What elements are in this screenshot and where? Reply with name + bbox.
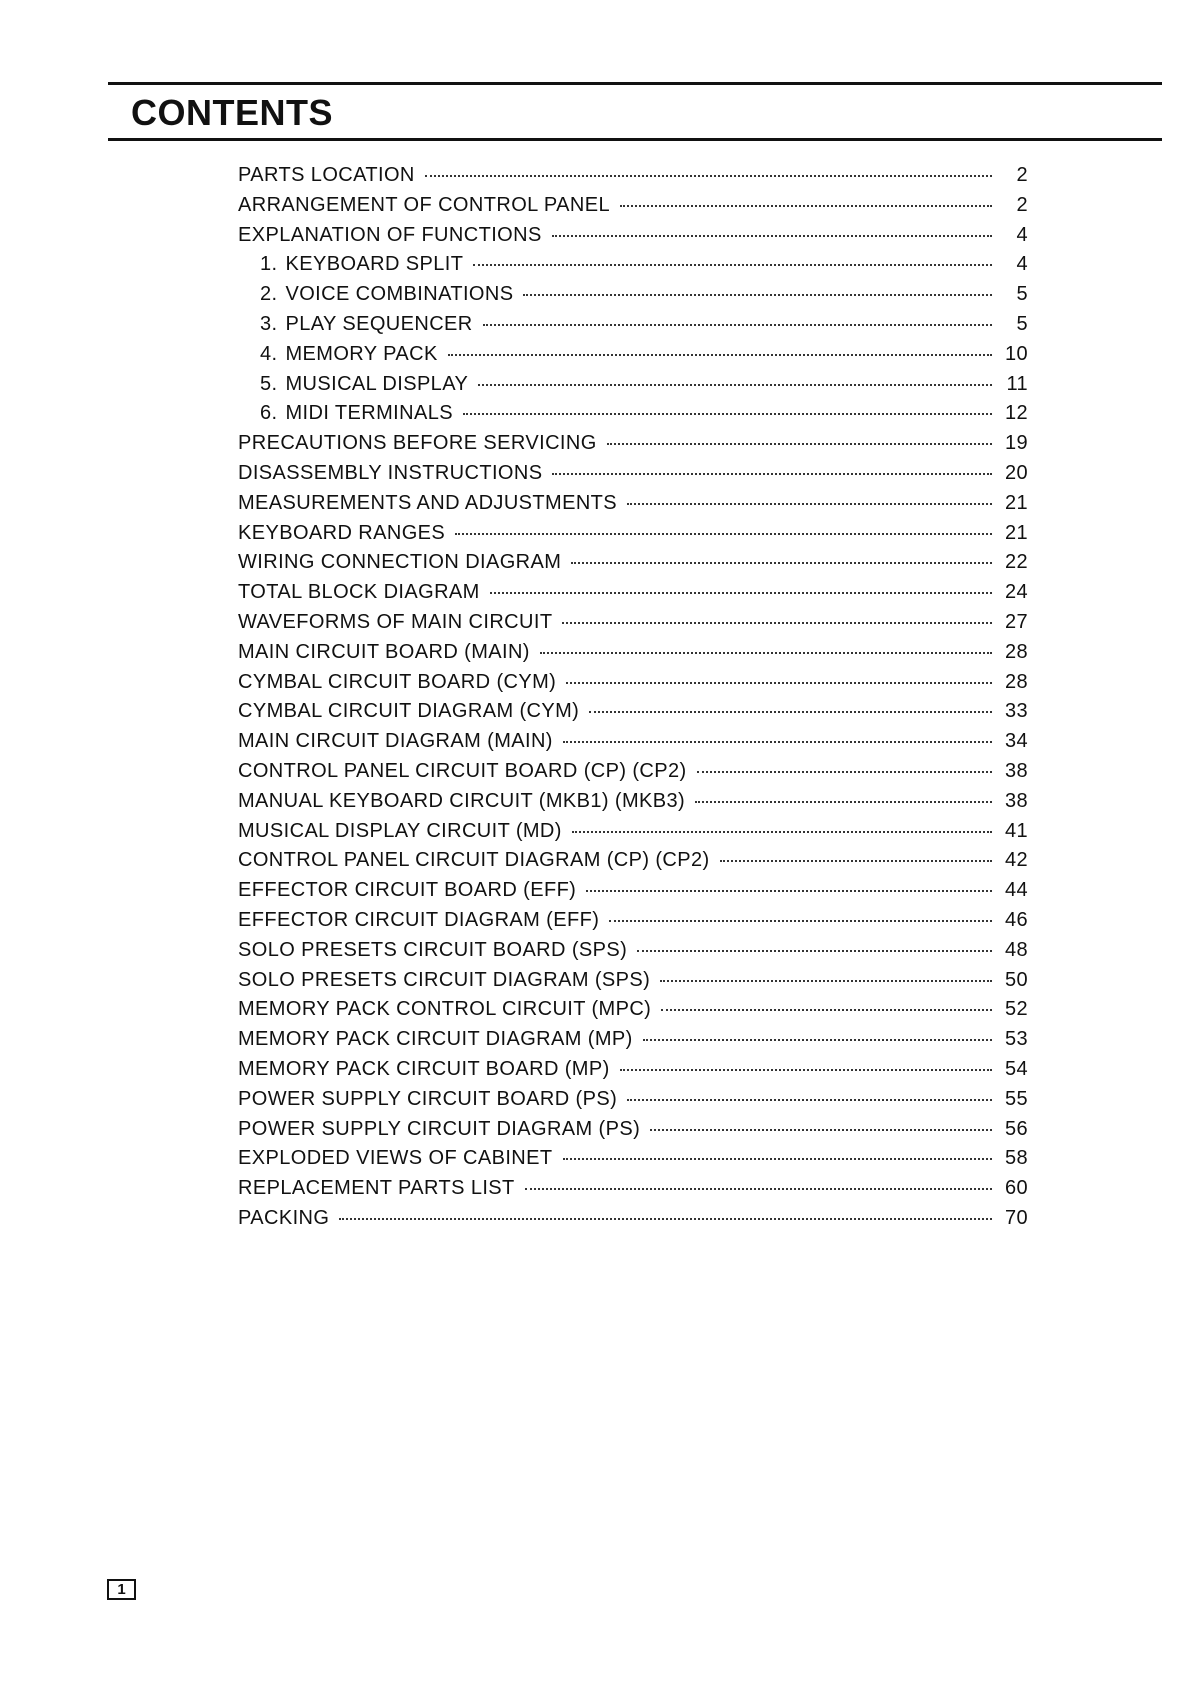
toc-entry-page: 2 [1016,193,1028,216]
toc-entry-label: EXPLANATION OF FUNCTIONS [238,223,542,246]
toc-entry-label: PRECAUTIONS BEFORE SERVICING [238,432,597,455]
dot-leader [627,503,992,505]
toc-entry-label: PLAY SEQUENCER [285,312,473,335]
toc-entry-label: DISASSEMBLY INSTRUCTIONS [238,461,543,484]
toc-entry [238,820,1028,850]
toc-entry-page: 41 [1004,819,1028,842]
toc-entry-number: 2. [260,283,278,306]
toc-entry [238,1177,1028,1207]
toc-entry-page: 42 [1004,849,1028,872]
toc-entry-page: 21 [1004,521,1028,544]
toc-entry-page: 24 [1004,581,1028,604]
toc-entry-number: 3. [260,312,278,335]
toc-entry-page: 10 [1004,342,1028,365]
toc-entry-page: 52 [1004,998,1028,1021]
toc-entry-number: 6. [260,402,278,425]
toc-entry [238,700,1028,730]
dot-leader [562,622,992,624]
toc-entry-page: 28 [1004,640,1028,663]
table-of-contents [238,164,1028,1237]
toc-entry-page: 22 [1004,551,1028,574]
toc-entry-label: SOLO PRESETS CIRCUIT BOARD (SPS) [238,938,628,961]
dot-leader [425,175,992,177]
toc-entry-page: 33 [1004,700,1028,723]
dot-leader [643,1039,992,1041]
dot-leader [627,1099,992,1101]
dot-leader [463,413,992,415]
toc-entry [238,641,1028,671]
toc-entry-page: 70 [1004,1206,1028,1229]
toc-entry-label: EFFECTOR CIRCUIT BOARD (EFF) [238,879,577,902]
dot-leader [552,235,992,237]
title-underline-rule [108,138,1162,141]
toc-entry-label: TOTAL BLOCK DIAGRAM [238,581,480,604]
dot-leader [552,473,992,475]
toc-entry [238,432,1028,462]
toc-entry-label: REPLACEMENT PARTS LIST [238,1177,515,1200]
dot-leader [523,294,992,296]
toc-entry-page: 44 [1004,879,1028,902]
toc-entry-page: 2 [1016,164,1028,186]
toc-entry-label: CONTROL PANEL CIRCUIT BOARD (CP) (CP2) [238,759,687,782]
toc-entry [238,1118,1028,1148]
toc-entry-label: KEYBOARD SPLIT [285,253,464,276]
toc-entry-label: VOICE COMBINATIONS [285,283,514,306]
toc-entry [238,1028,1028,1058]
toc-entry [238,611,1028,641]
toc-entry-label: PACKING [238,1206,330,1229]
dot-leader [572,831,992,833]
toc-entry [238,849,1028,879]
toc-entry-page: 34 [1004,730,1028,753]
toc-entry-page: 12 [1004,402,1028,425]
toc-entry-page: 60 [1004,1177,1028,1200]
toc-entry-label: MEMORY PACK CONTROL CIRCUIT (MPC) [238,998,652,1021]
toc-entry-label: MUSICAL DISPLAY CIRCUIT (MD) [238,819,562,842]
toc-entry-label: MANUAL KEYBOARD CIRCUIT (MKB1) (MKB3) [238,789,686,812]
toc-entry [238,1207,1028,1237]
dot-leader [660,980,992,982]
toc-entry [238,373,1028,403]
toc-entry [238,1058,1028,1088]
dot-leader [483,324,992,326]
toc-entry-label: POWER SUPPLY CIRCUIT DIAGRAM (PS) [238,1117,641,1140]
dot-leader [563,1158,992,1160]
toc-entry-number: 4. [260,342,278,365]
toc-entry-label: POWER SUPPLY CIRCUIT BOARD (PS) [238,1087,618,1110]
dot-leader [490,592,992,594]
toc-entry-label: WIRING CONNECTION DIAGRAM [238,551,562,574]
dot-leader [525,1188,992,1190]
toc-entry-page: 4 [1016,223,1028,246]
toc-entry [238,581,1028,611]
toc-entry-number: 5. [260,372,278,395]
dot-leader [650,1129,992,1131]
toc-entry [238,969,1028,999]
toc-entry-page: 11 [1006,372,1028,395]
toc-entry [238,462,1028,492]
toc-entry-page: 58 [1004,1147,1028,1170]
toc-entry-label: CONTROL PANEL CIRCUIT DIAGRAM (CP) (CP2) [238,849,710,872]
dot-leader [661,1009,992,1011]
toc-entry-label: SOLO PRESETS CIRCUIT DIAGRAM (SPS) [238,968,651,991]
toc-entry-page: 38 [1004,759,1028,782]
toc-entry [238,671,1028,701]
toc-entry [238,1147,1028,1177]
dot-leader [473,264,992,266]
dot-leader [586,890,992,892]
toc-entry [238,879,1028,909]
toc-entry [238,909,1028,939]
dot-leader [637,950,992,952]
dot-leader [695,801,992,803]
top-rule [108,82,1162,85]
toc-entry-label: MEMORY PACK CIRCUIT DIAGRAM (MP) [238,1028,633,1051]
toc-entry-label: MUSICAL DISPLAY [285,372,469,395]
toc-entry [238,1088,1028,1118]
toc-entry-page: 56 [1004,1117,1028,1140]
dot-leader [571,562,992,564]
toc-entry-label: MAIN CIRCUIT BOARD (MAIN) [238,640,530,663]
toc-entry-label: MEMORY PACK CIRCUIT BOARD (MP) [238,1057,610,1080]
toc-entry-page: 53 [1004,1028,1028,1051]
toc-entry-page: 38 [1004,789,1028,812]
dot-leader [720,860,992,862]
toc-entry-label: WAVEFORMS OF MAIN CIRCUIT [238,610,553,633]
dot-leader [540,652,992,654]
dot-leader [607,443,992,445]
toc-entry-page: 5 [1016,283,1028,306]
toc-entry-number: 1. [260,253,278,276]
dot-leader [339,1218,992,1220]
page-number: 1 [107,1579,136,1600]
dot-leader [620,1069,992,1071]
toc-entry-page: 5 [1016,312,1028,335]
toc-entry-page: 28 [1004,670,1028,693]
toc-entry [238,998,1028,1028]
toc-entry [238,402,1028,432]
page-title: CONTENTS [131,92,333,133]
toc-entry-label: EFFECTOR CIRCUIT DIAGRAM (EFF) [238,908,600,931]
toc-entry-label: PARTS LOCATION [238,164,415,186]
dot-leader [478,384,992,386]
dot-leader [566,682,992,684]
toc-entry [238,313,1028,343]
toc-entry [238,730,1028,760]
toc-entry-page: 55 [1004,1087,1028,1110]
toc-entry-page: 48 [1004,938,1028,961]
toc-entry [238,253,1028,283]
toc-entry [238,492,1028,522]
toc-entry-label: KEYBOARD RANGES [238,521,446,544]
toc-entry [238,790,1028,820]
toc-entry-label: CYMBAL CIRCUIT BOARD (CYM) [238,670,557,693]
toc-entry-page: 46 [1004,908,1028,931]
dot-leader [448,354,992,356]
dot-leader [620,205,992,207]
toc-entry-page: 50 [1004,968,1028,991]
toc-entry [238,939,1028,969]
toc-entry-label: ARRANGEMENT OF CONTROL PANEL [238,193,610,216]
toc-entry-label: MEASUREMENTS AND ADJUSTMENTS [238,491,618,514]
toc-entry [238,283,1028,313]
toc-entry-label: CYMBAL CIRCUIT DIAGRAM (CYM) [238,700,580,723]
toc-entry [238,224,1028,254]
toc-entry-page: 27 [1004,610,1028,633]
toc-entry-page: 20 [1004,461,1028,484]
toc-entry [238,522,1028,552]
dot-leader [563,741,992,743]
toc-entry-label: MAIN CIRCUIT DIAGRAM (MAIN) [238,730,553,753]
toc-entry-label: EXPLODED VIEWS OF CABINET [238,1147,553,1170]
toc-entry-label: MIDI TERMINALS [285,402,453,425]
toc-entry [238,551,1028,581]
toc-entry-page: 21 [1004,491,1028,514]
toc-entry [238,164,1028,194]
dot-leader [609,920,992,922]
toc-entry-page: 4 [1016,253,1028,276]
dot-leader [589,711,992,713]
toc-entry-page: 19 [1004,432,1028,455]
toc-entry-label: MEMORY PACK [285,342,438,365]
toc-entry [238,760,1028,790]
toc-entry [238,194,1028,224]
dot-leader [697,771,992,773]
dot-leader [455,533,992,535]
toc-entry-page: 54 [1004,1057,1028,1080]
toc-entry [238,343,1028,373]
